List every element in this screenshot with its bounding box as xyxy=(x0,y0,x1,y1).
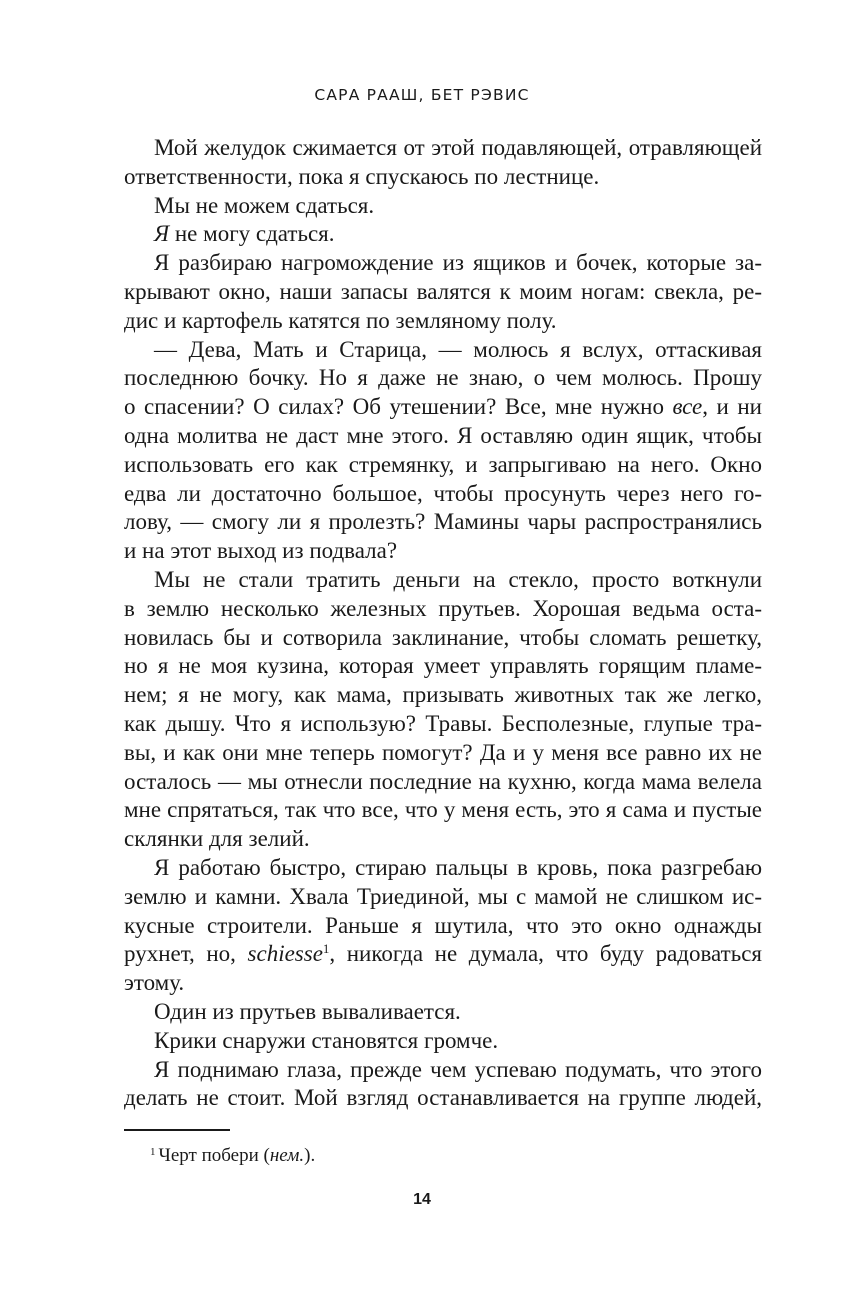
text-line xyxy=(124,825,762,854)
text-line xyxy=(124,998,762,1027)
text-segment: этому. xyxy=(124,970,185,996)
text-segment: и на этот выход из подвала? xyxy=(124,538,398,564)
text-segment: осталось — мы отнесли последние на кухню, когда мама велела xyxy=(124,768,762,794)
text-line xyxy=(124,652,762,681)
text-segment: — Дева, Мать и Старица, — молюсь я вслух, оттаскивая xyxy=(154,336,762,362)
text-segment: мне спрятаться, так что все, что у меня есть, это я сама и пустые xyxy=(124,797,762,823)
text-segment: Я поднимаю глаза, прежде чем успеваю подумать, что этого xyxy=(154,1056,762,1082)
text-line xyxy=(124,364,762,393)
text-segment: склянки для зелий. xyxy=(124,826,310,852)
footnote-marker: 1 xyxy=(150,1146,156,1158)
text-segment: нем; я не могу, как мама, призывать животных так же легко, xyxy=(124,682,762,708)
text-line xyxy=(124,969,762,998)
text-segment: последнюю бочку. Но я даже не знаю, о чем молюсь. Прошу xyxy=(124,365,762,391)
running-header: САРА РААШ, БЕТ РЭВИС xyxy=(314,86,530,104)
text-segment: ответственности, пока я спускаюсь по лестнице. xyxy=(124,163,600,189)
text-segment: использовать его как стремянку, и запрыгиваю на него. Окно xyxy=(124,451,762,477)
text-line xyxy=(124,681,762,710)
italic-text: schiesse xyxy=(247,941,323,967)
text-line xyxy=(124,249,762,278)
text-line xyxy=(124,1084,762,1113)
text-segment: , никогда не думала, что буду радоваться xyxy=(329,941,762,967)
text-segment: , и ни xyxy=(702,394,762,420)
text-segment: крывают окно, наши запасы валятся к моим ногам: свекла, ре- xyxy=(124,278,762,304)
text-line xyxy=(124,710,762,739)
text-line xyxy=(124,854,762,883)
text-segment: рухнет, но, xyxy=(124,941,248,967)
text-line xyxy=(124,796,762,825)
text-line xyxy=(124,134,762,163)
text-line xyxy=(124,537,762,566)
text-segment: едва ли достаточно большое, чтобы просунуть через него го- xyxy=(124,480,762,506)
footnote-tail: ). xyxy=(304,1145,316,1166)
text-line xyxy=(124,192,762,221)
footnote-ref: 1 xyxy=(322,941,330,957)
footnote xyxy=(150,1145,315,1167)
text-line xyxy=(124,220,762,249)
text-segment: Я разбираю нагромождение из ящиков и бочек, которые за- xyxy=(154,250,762,276)
text-segment: новилась бы и сотворила заклинание, чтобы сломать решетку, xyxy=(124,624,762,650)
text-line xyxy=(124,1056,762,1085)
text-segment: землю и камни. Хвала Триединой, мы с мамой не слишком ис- xyxy=(124,883,762,909)
footnote-italic: нем. xyxy=(269,1145,305,1166)
text-line xyxy=(124,278,762,307)
text-line xyxy=(124,1027,762,1056)
text-segment: вы, и как они мне теперь помогут? Да и у меня все равно их не xyxy=(124,739,762,765)
text-line xyxy=(124,912,762,941)
text-line xyxy=(124,163,762,192)
text-segment: кусные строители. Раньше я шутила, что это окно однажды xyxy=(124,912,762,938)
page-number: 14 xyxy=(413,1191,431,1208)
text-line xyxy=(124,422,762,451)
text-segment: не могу сдаться. xyxy=(169,221,335,247)
text-segment: Мы не можем сдаться. xyxy=(154,192,375,218)
text-segment: Мы не стали тратить деньги на стекло, просто воткнули xyxy=(154,566,762,592)
text-segment: как дышу. Что я использую? Травы. Бесполезные, глупые тра- xyxy=(124,710,762,736)
text-line xyxy=(124,624,762,653)
text-segment: Крики снаружи становятся громче. xyxy=(154,1027,499,1053)
text-segment: делать не стоит. Мой взгляд останавливается на группе людей, xyxy=(124,1085,762,1111)
text-segment: Я работаю быстро, стираю пальцы в кровь, пока разгребаю xyxy=(154,854,762,880)
italic-text: все xyxy=(672,394,703,420)
text-segment: одна молитва не даст мне этого. Я оставляю один ящик, чтобы xyxy=(124,422,762,448)
text-segment: но я не моя кузина, которая умеет управлять горящим пламе- xyxy=(124,653,762,679)
footnote-divider xyxy=(124,1129,230,1131)
text-line xyxy=(124,883,762,912)
body-text xyxy=(124,134,762,1113)
text-segment: лову, — смогу ли я пролезть? Мамины чары распространялись xyxy=(124,509,762,535)
text-line xyxy=(124,739,762,768)
text-segment: в землю несколько железных прутьев. Хорошая ведьма оста- xyxy=(124,595,762,621)
text-line xyxy=(124,508,762,537)
text-line xyxy=(124,393,762,422)
text-segment: о спасении? О силах? Об утешении? Все, мне нужно xyxy=(124,394,673,420)
text-line xyxy=(124,566,762,595)
text-line xyxy=(124,480,762,509)
text-line xyxy=(124,451,762,480)
text-line xyxy=(124,940,762,969)
text-segment: Один из прутьев вываливается. xyxy=(154,998,461,1024)
text-segment: Мой желудок сжимается от этой подавляющей, отравляющей xyxy=(154,135,762,160)
text-segment: дис и картофель катятся по земляному полу. xyxy=(124,307,557,333)
text-line xyxy=(124,595,762,624)
footnote-text: Черт побери ( xyxy=(158,1145,270,1166)
text-line xyxy=(124,336,762,365)
italic-text: Я xyxy=(154,221,170,247)
text-line xyxy=(124,768,762,797)
text-line xyxy=(124,307,762,336)
